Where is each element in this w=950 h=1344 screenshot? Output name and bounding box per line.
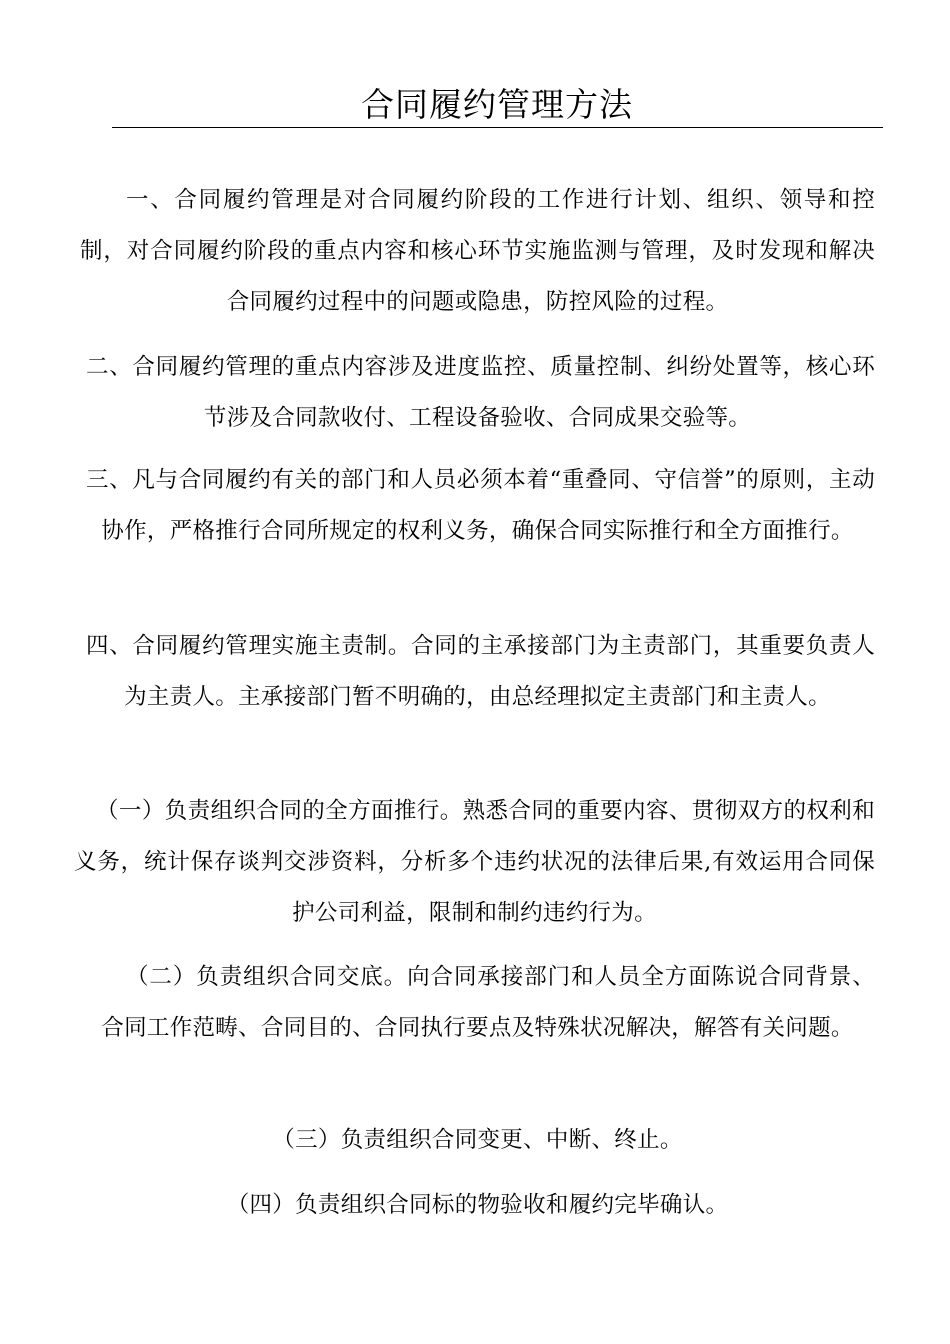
paragraph-4: 四、合同履约管理实施主责制。合同的主承接部门为主责部门，其重要负责人为主责人。主承接部门暂不明确的，由总经理拟定主责部门和主责人。 bbox=[86, 633, 875, 710]
paragraph-6: （二）负责组织合同交底。向合同承接部门和人员全方面陈说合同背景、合同工作范畴、合同目的、合同执行要点及特殊状况解决，解答有关问题。 bbox=[101, 964, 875, 1041]
paragraph-7: （三）负责组织合同变更、中断、终止。 bbox=[272, 1127, 683, 1153]
paragraph-2: 二、合同履约管理的重点内容涉及进度监控、质量控制、纠纷处置等，核心环节涉及合同款收付、工程设备验收、合同成果交验等。 bbox=[86, 354, 875, 431]
paragraph-3: 三、凡与合同履约有关的部门和人员必须本着“重叠同、守信誉”的原则，主动协作，严格推行合同所规定的权利义务，确保合同实际推行和全方面推行。 bbox=[86, 467, 875, 544]
title-underline bbox=[112, 127, 883, 128]
paragraph-1: 一、合同履约管理是对合同履约阶段的工作进行计划、组织、领导和控制，对合同履约阶段的重点内容和核心环节实施监测与管理，及时发现和解决合同履约过程中的问题或隐患，防控风险的过程。 bbox=[80, 187, 875, 315]
paragraph-5: （一）负责组织合同的全方面推行。熟悉合同的重要内容、贯彻双方的权利和义务，统计保存谈判交涉资料，分析多个违约状况的法律后果,有效运用合同保护公司利益，限制和制约违约行为。 bbox=[74, 798, 875, 926]
paragraph-8: （四）负责组织合同标的物验收和履约完毕确认。 bbox=[226, 1192, 729, 1218]
page-title: 合同履约管理方法 bbox=[361, 85, 633, 124]
